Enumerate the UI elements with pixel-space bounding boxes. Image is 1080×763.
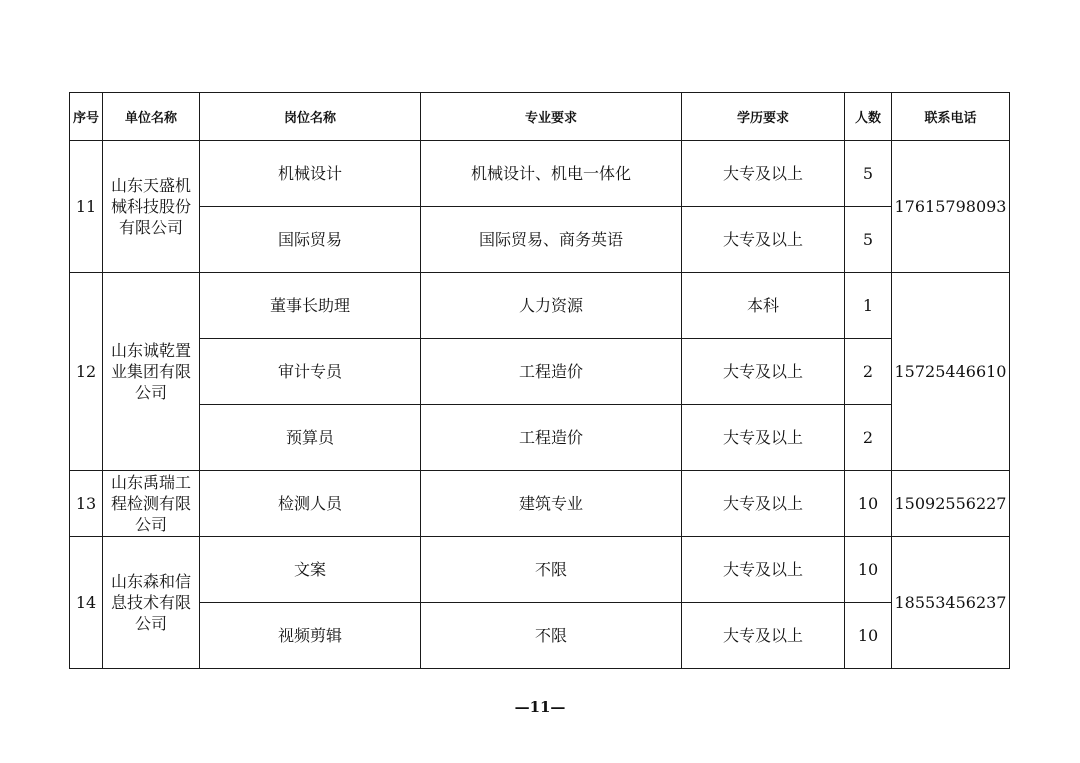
count-cell: 10 bbox=[845, 603, 892, 669]
table-row bbox=[70, 405, 1010, 471]
header-phone: 联系电话 bbox=[892, 93, 1010, 141]
count-cell: 10 bbox=[845, 471, 892, 537]
header-unit: 单位名称 bbox=[103, 93, 200, 141]
count-cell: 1 bbox=[845, 273, 892, 339]
position-cell: 审计专员 bbox=[200, 339, 421, 405]
education-cell: 大专及以上 bbox=[682, 603, 845, 669]
phone-cell: 18553456237 bbox=[892, 537, 1010, 669]
unit-name-cell: 山东森和信息技术有限公司 bbox=[103, 537, 200, 669]
seq-cell: 13 bbox=[70, 471, 103, 537]
count-cell: 2 bbox=[845, 339, 892, 405]
position-cell: 文案 bbox=[200, 537, 421, 603]
table-header bbox=[70, 93, 1010, 141]
unit-name-cell: 山东禹瑞工程检测有限公司 bbox=[103, 471, 200, 537]
table-row bbox=[70, 537, 1010, 603]
seq-cell: 12 bbox=[70, 273, 103, 471]
table-row bbox=[70, 603, 1010, 669]
count-cell: 10 bbox=[845, 537, 892, 603]
seq-cell: 14 bbox=[70, 537, 103, 669]
recruitment-table bbox=[69, 92, 1010, 669]
header-position: 岗位名称 bbox=[200, 93, 421, 141]
major-cell: 不限 bbox=[421, 537, 682, 603]
position-cell: 视频剪辑 bbox=[200, 603, 421, 669]
education-cell: 大专及以上 bbox=[682, 141, 845, 207]
phone-cell: 15725446610 bbox=[892, 273, 1010, 471]
header-count: 人数 bbox=[845, 93, 892, 141]
table-body bbox=[70, 141, 1010, 669]
major-cell: 不限 bbox=[421, 603, 682, 669]
major-cell: 工程造价 bbox=[421, 405, 682, 471]
position-cell: 预算员 bbox=[200, 405, 421, 471]
count-cell: 2 bbox=[845, 405, 892, 471]
education-cell: 大专及以上 bbox=[682, 405, 845, 471]
unit-name-cell: 山东诚乾置业集团有限公司 bbox=[103, 273, 200, 471]
education-cell: 大专及以上 bbox=[682, 471, 845, 537]
major-cell: 机械设计、机电一体化 bbox=[421, 141, 682, 207]
table-row bbox=[70, 339, 1010, 405]
header-row bbox=[70, 93, 1010, 141]
position-cell: 检测人员 bbox=[200, 471, 421, 537]
education-cell: 大专及以上 bbox=[682, 207, 845, 273]
major-cell: 人力资源 bbox=[421, 273, 682, 339]
phone-cell: 15092556227 bbox=[892, 471, 1010, 537]
table-row bbox=[70, 273, 1010, 339]
position-cell: 机械设计 bbox=[200, 141, 421, 207]
table-row bbox=[70, 141, 1010, 207]
count-cell: 5 bbox=[845, 141, 892, 207]
major-cell: 国际贸易、商务英语 bbox=[421, 207, 682, 273]
major-cell: 工程造价 bbox=[421, 339, 682, 405]
page-number: —11— bbox=[514, 698, 566, 716]
header-education: 学历要求 bbox=[682, 93, 845, 141]
education-cell: 大专及以上 bbox=[682, 537, 845, 603]
position-cell: 国际贸易 bbox=[200, 207, 421, 273]
table-row bbox=[70, 471, 1010, 537]
seq-cell: 11 bbox=[70, 141, 103, 273]
phone-cell: 17615798093 bbox=[892, 141, 1010, 273]
unit-name-cell: 山东天盛机械科技股份有限公司 bbox=[103, 141, 200, 273]
header-seq: 序号 bbox=[70, 93, 103, 141]
education-cell: 大专及以上 bbox=[682, 339, 845, 405]
count-cell: 5 bbox=[845, 207, 892, 273]
education-cell: 本科 bbox=[682, 273, 845, 339]
major-cell: 建筑专业 bbox=[421, 471, 682, 537]
position-cell: 董事长助理 bbox=[200, 273, 421, 339]
table-row bbox=[70, 207, 1010, 273]
header-major: 专业要求 bbox=[421, 93, 682, 141]
